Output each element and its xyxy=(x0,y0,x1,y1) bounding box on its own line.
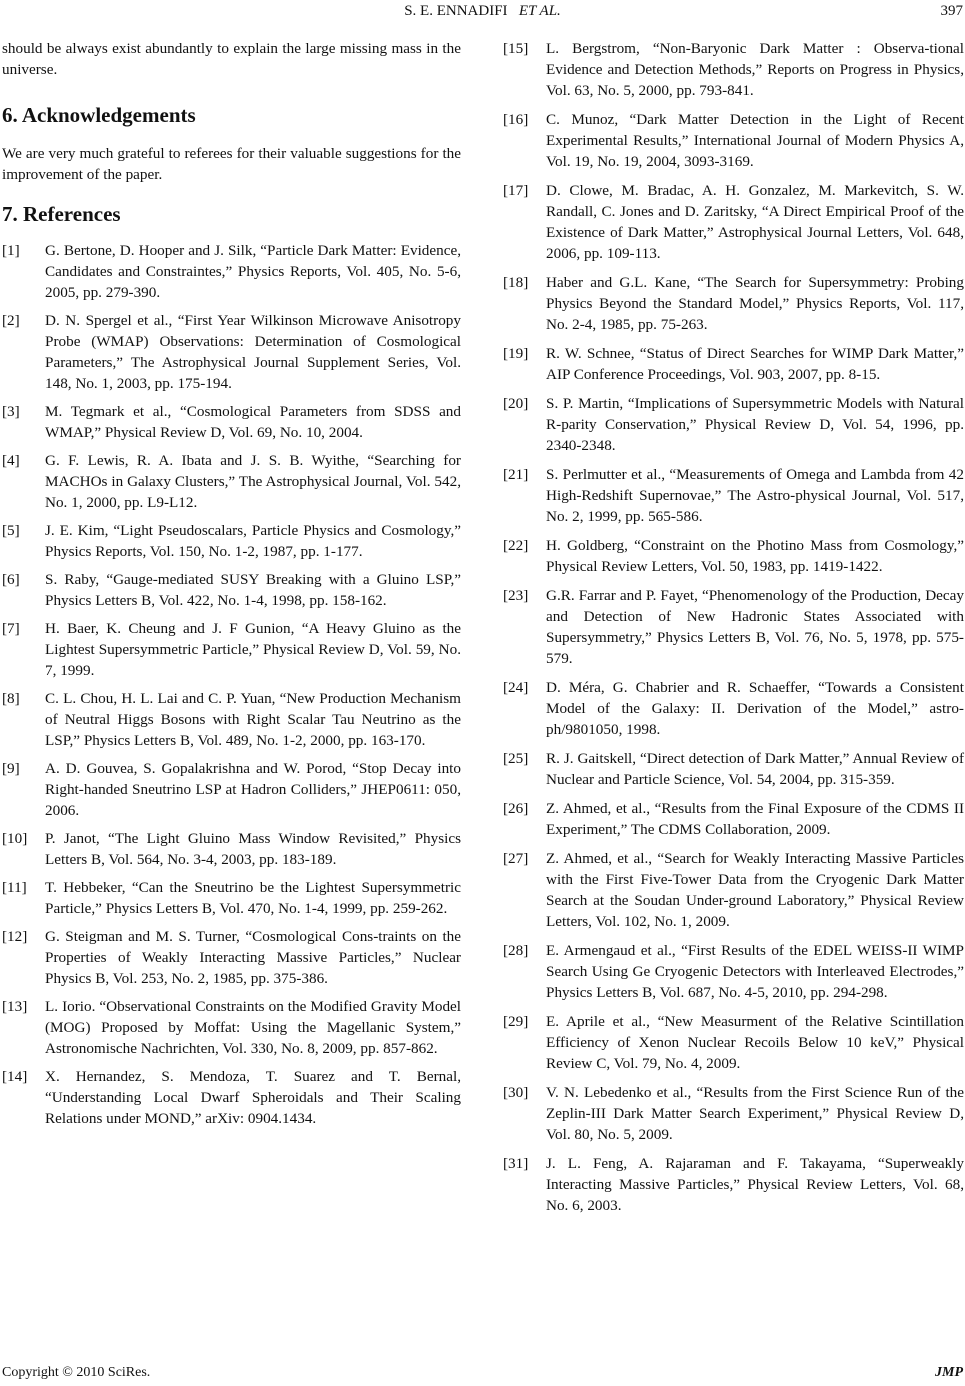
reference-number: [25] xyxy=(503,750,529,767)
reference-text: D. N. Spergel et al., “First Year Wilkinson Microwave Anisotropy Probe (WMAP) Observations: Determination of Cosmological Parameters,” The Astrophysical Journal Supplement Series, Vol. 148, No. 1, 2003, pp. 175-194. xyxy=(45,312,461,392)
reference-text: A. D. Gouvea, S. Gopalakrishna and W. Porod, “Stop Decay into Right-handed Sneutrino LSP at Hadron Colliders,” JHEP0611: 050, 2006. xyxy=(45,760,461,819)
reference-item xyxy=(2,1066,461,1129)
reference-text: Z. Ahmed, et al., “Search for Weakly Interacting Massive Particles with the First Five-Tower Data from the Cryogenic Dark Matter Search at the Soudan Under-ground Laboratory,” Physical Review Letters, Vol. 102, No. 1, 2009. xyxy=(546,850,964,930)
reference-number: [11] xyxy=(2,879,27,896)
reference-number: [2] xyxy=(2,312,20,329)
reference-item xyxy=(2,877,461,919)
reference-item xyxy=(503,180,964,264)
reference-item xyxy=(503,848,964,932)
reference-item xyxy=(2,618,461,681)
reference-item xyxy=(2,758,461,821)
reference-text: C. L. Chou, H. L. Lai and C. P. Yuan, “New Production Mechanism of Neutral Higgs Bosons with Right Scalar Tau Neutrino as the LSP,” Physics Letters B, Vol. 489, No. 1-2, 2000, pp. 163-170. xyxy=(45,690,461,749)
reference-number: [22] xyxy=(503,537,529,554)
reference-number: [14] xyxy=(2,1068,28,1085)
reference-item xyxy=(503,940,964,1003)
reference-text: L. Iorio. “Observational Constraints on the Modified Gravity Model (MOG) Proposed by Moffat: Using the Magellanic System,” Astronomische Nachrichten, Vol. 330, No. 8, 2009, pp. 857-862. xyxy=(45,998,461,1057)
reference-item xyxy=(503,798,964,840)
reference-number: [5] xyxy=(2,522,20,539)
reference-number: [24] xyxy=(503,679,529,696)
running-header xyxy=(0,3,965,25)
right-column xyxy=(503,38,964,1224)
running-title xyxy=(0,3,965,20)
reference-item xyxy=(503,677,964,740)
reference-list-left xyxy=(2,240,461,1129)
reference-text: S. Raby, “Gauge-mediated SUSY Breaking with a Gluino LSP,” Physics Letters B, Vol. 422, No. 1-4, 1998, pp. 158-162. xyxy=(45,571,461,609)
reference-number: [31] xyxy=(503,1155,529,1172)
left-column xyxy=(2,38,461,1136)
reference-number: [20] xyxy=(503,395,529,412)
reference-item xyxy=(2,520,461,562)
reference-item xyxy=(2,688,461,751)
acknowledgements-heading: 6. Acknowledgements xyxy=(2,103,196,127)
reference-text: T. Hebbeker, “Can the Sneutrino be the Lightest Supersymmetric Particle,” Physics Letters B, Vol. 470, No. 1-4, 1999, pp. 259-262. xyxy=(45,879,461,917)
reference-text: S. P. Martin, “Implications of Supersymmetric Models with Natural R-parity Conservation,” Physical Review D, Vol. 54, 1996, pp. 2340-2348. xyxy=(546,395,964,454)
reference-number: [3] xyxy=(2,403,20,420)
reference-item xyxy=(503,535,964,577)
reference-item xyxy=(503,393,964,456)
reference-text: G. Steigman and M. S. Turner, “Cosmological Cons-traints on the Properties of Weakly Interacting Massive Particles,” Nuclear Physics B, Vol. 253, No. 2, 1985, pp. 375-386. xyxy=(45,928,461,987)
reference-number: [9] xyxy=(2,760,20,777)
reference-text: J. E. Kim, “Light Pseudoscalars, Particle Physics and Cosmology,” Physics Reports, Vol. 150, No. 1-2, 1987, pp. 1-177. xyxy=(45,522,461,560)
reference-item xyxy=(2,401,461,443)
intro-paragraph: should be always exist abundantly to explain the large missing mass in the universe. xyxy=(2,40,461,78)
acknowledgements-text: We are very much grateful to referees for their valuable suggestions for the improvement of the paper. xyxy=(2,145,461,183)
reference-number: [23] xyxy=(503,587,529,604)
reference-text: J. L. Feng, A. Rajaraman and F. Takayama, “Superweakly Interacting Massive Particles,” Physical Review Letters, Vol. 68, No. 6, 2003. xyxy=(546,1155,964,1214)
running-title-authors: S. E. ENNADIFI xyxy=(404,3,508,19)
reference-number: [7] xyxy=(2,620,20,637)
reference-item xyxy=(503,585,964,669)
reference-item xyxy=(2,926,461,989)
reference-text: D. Méra, G. Chabrier and R. Schaeffer, “Towards a Consistent Model of the Galaxy: II. Derivation of the Model,” astro-ph/9801050, 1998. xyxy=(546,679,964,738)
page-number: 397 xyxy=(940,3,963,19)
reference-text: R. W. Schnee, “Status of Direct Searches for WIMP Dark Matter,” AIP Conference Proceedings, Vol. 903, 2007, pp. 8-15. xyxy=(546,345,964,383)
reference-text: L. Bergstrom, “Non-Baryonic Dark Matter : Observa-tional Evidence and Detection Methods,” Reports on Progress in Physics, Vol. 63, No. 5, 2000, pp. 793-841. xyxy=(546,40,964,99)
reference-number: [8] xyxy=(2,690,20,707)
reference-text: Z. Ahmed, et al., “Results from the Final Exposure of the CDMS II Experiment,” The CDMS Collaboration, 2009. xyxy=(546,800,964,838)
reference-text: C. Munoz, “Dark Matter Detection in the Light of Recent Experimental Results,” International Journal of Modern Physics A, Vol. 19, No. 19, 2004, 3093-3169. xyxy=(546,111,964,170)
reference-number: [19] xyxy=(503,345,529,362)
reference-item xyxy=(503,1153,964,1216)
reference-text: E. Armengaud et al., “First Results of the EDEL WEISS-II WIMP Search Using Ge Cryogenic Detectors with Interleaved Electrodes,” Physics Letters B, Vol. 687, No. 4-5, 2010, pp. 294-298. xyxy=(546,942,964,1001)
reference-item xyxy=(2,828,461,870)
reference-item xyxy=(503,343,964,385)
reference-item xyxy=(503,1011,964,1074)
reference-number: [15] xyxy=(503,40,529,57)
reference-item xyxy=(503,109,964,172)
reference-number: [27] xyxy=(503,850,529,867)
reference-text: H. Goldberg, “Constraint on the Photino Mass from Cosmology,” Physical Review Letters, Vol. 50, 1983, pp. 1419-1422. xyxy=(546,537,964,575)
reference-item xyxy=(503,464,964,527)
reference-number: [12] xyxy=(2,928,28,945)
reference-number: [17] xyxy=(503,182,529,199)
reference-text: S. Perlmutter et al., “Measurements of Omega and Lambda from 42 High-Redshift Supernovae,” The Astro-physical Journal, Vol. 517, No. 2, 1999, pp. 565-586. xyxy=(546,466,964,525)
reference-number: [29] xyxy=(503,1013,529,1030)
references-heading: 7. References xyxy=(2,202,121,226)
journal-abbreviation: JMP xyxy=(935,1365,963,1380)
copyright-notice: Copyright © 2010 SciRes. xyxy=(2,1365,151,1380)
reference-text: D. Clowe, M. Bradac, A. H. Gonzalez, M. Markevitch, S. W. Randall, C. Jones and D. Zaritsky, “A Direct Empirical Proof of the Existence of Dark Matter,” Astrophysical Journal Letters, Vol. 648, 2006, pp. 109-113. xyxy=(546,182,964,262)
reference-item xyxy=(2,240,461,303)
reference-text: V. N. Lebedenko et al., “Results from the First Science Run of the Zeplin-III Dark Matter Search Experiment,” Physical Review D, Vol. 80, No. 5, 2009. xyxy=(546,1084,964,1143)
reference-item xyxy=(2,450,461,513)
reference-number: [28] xyxy=(503,942,529,959)
reference-number: [16] xyxy=(503,111,529,128)
reference-item xyxy=(503,1082,964,1145)
reference-text: G. F. Lewis, R. A. Ibata and J. S. B. Wyithe, “Searching for MACHOs in Galaxy Clusters,” The Astrophysical Journal, Vol. 542, No. 1, 2000, pp. L9-L12. xyxy=(45,452,461,511)
reference-text: P. Janot, “The Light Gluino Mass Window Revisited,” Physics Letters B, Vol. 564, No. 3-4, 2003, pp. 183-189. xyxy=(45,830,461,868)
reference-item xyxy=(503,748,964,790)
reference-number: [26] xyxy=(503,800,529,817)
reference-item xyxy=(503,272,964,335)
reference-text: H. Baer, K. Cheung and J. F Gunion, “A Heavy Gluino as the Lightest Supersymmetric Particle,” Physical Review D, Vol. 59, No. 7, 1999. xyxy=(45,620,461,679)
reference-item xyxy=(2,310,461,394)
reference-item xyxy=(2,996,461,1059)
reference-number: [10] xyxy=(2,830,28,847)
reference-text: G.R. Farrar and P. Fayet, “Phenomenology of the Production, Decay and Detection of New Hadronic States Associated with Supersymmetry,” Physics Letters B, Vol. 76, No. 5, 1978, pp. 575-579. xyxy=(546,587,964,667)
reference-number: [30] xyxy=(503,1084,529,1101)
reference-number: [1] xyxy=(2,242,20,259)
reference-number: [13] xyxy=(2,998,28,1015)
reference-number: [6] xyxy=(2,571,20,588)
reference-list-right xyxy=(503,38,964,1216)
reference-item xyxy=(2,569,461,611)
reference-item xyxy=(503,38,964,101)
reference-text: M. Tegmark et al., “Cosmological Parameters from SDSS and WMAP,” Physical Review D, Vol. 69, No. 10, 2004. xyxy=(45,403,461,441)
reference-number: [18] xyxy=(503,274,529,291)
reference-text: X. Hernandez, S. Mendoza, T. Suarez and T. Bernal, “Understanding Local Dwarf Spheroidals and Their Scaling Relations under MOND,” arXiv: 0904.1434. xyxy=(45,1068,461,1127)
running-title-etal: ET AL. xyxy=(518,3,561,19)
reference-text: Haber and G.L. Kane, “The Search for Supersymmetry: Probing Physics Beyond the Standard Model,” Physics Reports, Vol. 117, No. 2-4, 1985, pp. 75-263. xyxy=(546,274,964,333)
reference-text: R. J. Gaitskell, “Direct detection of Dark Matter,” Annual Review of Nuclear and Particle Science, Vol. 54, 2004, pp. 315-359. xyxy=(546,750,964,788)
reference-number: [4] xyxy=(2,452,20,469)
reference-text: E. Aprile et al., “New Measurment of the Relative Scintillation Efficiency of Xenon Nuclear Recoils Below 10 keV,” Physical Review C, Vol. 79, No. 4, 2009. xyxy=(546,1013,964,1072)
reference-number: [21] xyxy=(503,466,529,483)
reference-text: G. Bertone, D. Hooper and J. Silk, “Particle Dark Matter: Evidence, Candidates and Constraintes,” Physics Reports, Vol. 405, No. 5-6, 2005, pp. 279-390. xyxy=(45,242,461,301)
